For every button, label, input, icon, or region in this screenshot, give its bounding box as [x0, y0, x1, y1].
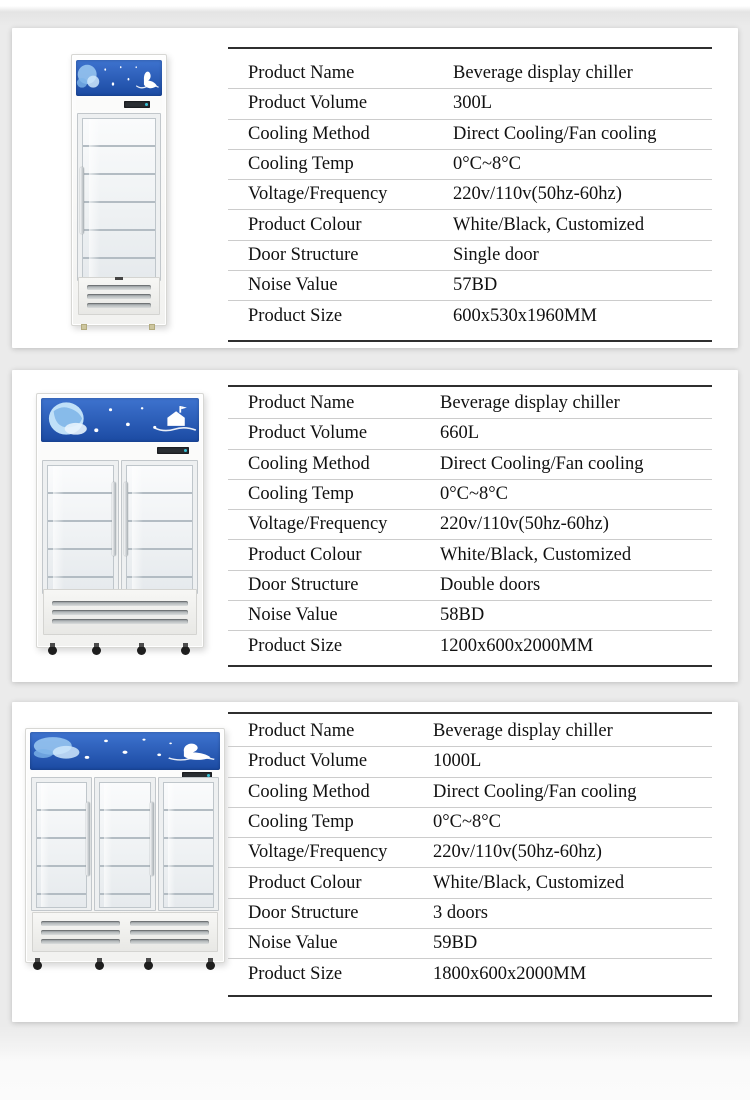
- fridge-banner: [30, 732, 220, 770]
- spec-value: Direct Cooling/Fan cooling: [440, 453, 644, 474]
- snowflake-dots: [94, 407, 156, 432]
- spec-label: Product Name: [248, 721, 355, 742]
- vent-grille: [43, 589, 197, 635]
- spec-value: White/Black, Customized: [453, 214, 645, 235]
- spec-row: [228, 419, 712, 449]
- fridge-foot: [81, 324, 87, 330]
- spec-row: [228, 747, 712, 777]
- spec-row: [228, 120, 712, 150]
- vent-slot: [130, 921, 209, 926]
- caster-wheel: [48, 646, 57, 655]
- door-glass: [47, 465, 114, 591]
- spec-value: 57BD: [453, 275, 498, 296]
- spec-row: [228, 59, 712, 89]
- spec-row: [228, 180, 712, 210]
- spec-label: Product Name: [248, 63, 355, 84]
- spec-row: [228, 571, 712, 601]
- caster-wheel: [33, 961, 42, 970]
- spec-table: [228, 385, 712, 667]
- control-strip: [41, 444, 199, 458]
- spec-label: Cooling Temp: [248, 812, 354, 833]
- spec-row: [228, 899, 712, 929]
- vent-slot: [41, 921, 120, 926]
- fridge-door: [42, 460, 119, 594]
- spec-value: White/Black, Customized: [440, 544, 632, 565]
- door-glass: [36, 782, 87, 908]
- spec-value: Beverage display chiller: [440, 393, 620, 414]
- spec-value: 300L: [453, 93, 493, 114]
- vent-slot-group: [41, 917, 120, 947]
- spec-value: 1200x600x2000MM: [440, 635, 594, 656]
- fridge-door: [158, 777, 219, 911]
- spec-row: [228, 89, 712, 119]
- vent-slot: [41, 930, 120, 935]
- spec-table: [228, 47, 712, 342]
- caster-wheel: [92, 646, 101, 655]
- fridge-banner: [41, 398, 199, 442]
- snowflake-dots: [104, 66, 137, 86]
- spec-label: Product Colour: [248, 872, 362, 893]
- fridge-shadow: [17, 963, 231, 975]
- fridge-cabinet: [71, 54, 167, 326]
- spec-row: [228, 450, 712, 480]
- spec-row: [228, 808, 712, 838]
- spec-row: [228, 778, 712, 808]
- spec-row: [228, 717, 712, 747]
- spec-table: [228, 712, 712, 997]
- spec-row: [228, 838, 712, 868]
- control-strip: [76, 98, 162, 111]
- spec-row: [228, 868, 712, 898]
- spec-label: Noise Value: [248, 275, 338, 296]
- spec-row: [228, 271, 712, 301]
- spec-row: [228, 601, 712, 631]
- spec-row: [228, 389, 712, 419]
- vent-slot: [87, 303, 151, 308]
- vent-slot-group: [130, 917, 209, 947]
- fridge-door: [31, 777, 92, 911]
- banner-graphic: [76, 60, 162, 96]
- fridge-cabinet: [25, 728, 225, 963]
- door-glass: [163, 782, 214, 908]
- spec-value: 220v/110v(50hz-60hz): [433, 842, 602, 863]
- spec-value: 59BD: [433, 933, 478, 954]
- spec-value: 660L: [440, 423, 480, 444]
- door-handle: [86, 802, 90, 876]
- fridge-cabinet: [36, 393, 204, 648]
- spec-label: Voltage/Frequency: [248, 514, 388, 535]
- product-card-1000l: [12, 702, 738, 1022]
- vent-latch: [115, 277, 123, 280]
- spec-value: White/Black, Customized: [433, 872, 625, 893]
- spec-value: 0°C~8°C: [433, 812, 501, 833]
- spec-label: Noise Value: [248, 933, 338, 954]
- spec-value: Double doors: [440, 574, 541, 595]
- door-handle: [80, 167, 84, 233]
- spec-label: Product Size: [248, 305, 343, 326]
- spec-label: Product Size: [248, 963, 343, 984]
- vent-slot: [130, 939, 209, 944]
- ice-icon: [34, 737, 80, 759]
- fridge-foot: [149, 324, 155, 330]
- spec-row: [228, 631, 712, 660]
- spec-label: Cooling Method: [248, 453, 370, 474]
- chiller-photo-double-door: [36, 393, 202, 655]
- spec-value: Beverage display chiller: [453, 63, 633, 84]
- spec-value: 220v/110v(50hz-60hz): [440, 514, 609, 535]
- earth-icon: [49, 402, 87, 434]
- spec-value: Single door: [453, 244, 539, 265]
- spec-value: 1800x600x2000MM: [433, 963, 587, 984]
- banner-graphic: [41, 398, 199, 442]
- spec-value: Direct Cooling/Fan cooling: [433, 781, 637, 802]
- spec-label: Product Volume: [248, 751, 368, 772]
- vent-slot: [52, 619, 188, 624]
- chiller-photo-single-door: [71, 54, 165, 330]
- fridge-door: [94, 777, 155, 911]
- spec-label: Cooling Method: [248, 781, 370, 802]
- control-display: [124, 101, 150, 108]
- caster-wheel: [206, 961, 215, 970]
- door-glass: [82, 118, 156, 278]
- spec-label: Cooling Temp: [248, 154, 354, 175]
- fridge-door: [121, 460, 198, 594]
- product-card-300l: [12, 28, 738, 348]
- spec-label: Door Structure: [248, 902, 359, 923]
- fridge-banner: [76, 60, 162, 96]
- spec-row: [228, 210, 712, 240]
- house-icon: [155, 406, 196, 431]
- banner-graphic: [30, 732, 220, 770]
- caster-wheel: [144, 961, 153, 970]
- spec-label: Product Size: [248, 635, 343, 656]
- caster-wheel: [95, 961, 104, 970]
- spec-value: 58BD: [440, 605, 485, 626]
- swan-icon: [136, 72, 158, 89]
- door-area: [31, 777, 219, 911]
- spec-value: 600x530x1960MM: [453, 305, 597, 326]
- spec-label: Product Volume: [248, 423, 368, 444]
- vent-grille: [32, 912, 218, 952]
- spec-label: Cooling Method: [248, 123, 370, 144]
- spec-label: Door Structure: [248, 574, 359, 595]
- door-glass: [99, 782, 150, 908]
- vent-slot: [41, 939, 120, 944]
- spec-label: Voltage/Frequency: [248, 184, 388, 205]
- spec-row: [228, 480, 712, 510]
- door-glass: [126, 465, 193, 591]
- spec-row: [228, 150, 712, 180]
- control-display: [157, 447, 189, 454]
- door-handle: [124, 482, 128, 556]
- spec-row: [228, 301, 712, 330]
- spec-label: Door Structure: [248, 244, 359, 265]
- spec-value: 3 doors: [433, 902, 488, 923]
- door-area: [77, 113, 161, 281]
- spec-label: Product Colour: [248, 544, 362, 565]
- spec-label: Product Volume: [248, 93, 368, 114]
- spec-value: Beverage display chiller: [433, 721, 613, 742]
- spec-row: [228, 241, 712, 271]
- vent-slot: [130, 930, 209, 935]
- swan-icon: [169, 744, 215, 760]
- door-handle: [150, 802, 154, 876]
- vent-slot: [87, 294, 151, 299]
- spec-row: [228, 929, 712, 959]
- spec-row: [228, 959, 712, 988]
- door-handle: [112, 482, 116, 556]
- spec-label: Voltage/Frequency: [248, 842, 388, 863]
- caster-wheel: [137, 646, 146, 655]
- product-card-660l: [12, 370, 738, 682]
- spec-row: [228, 540, 712, 570]
- snowflake-dots: [85, 739, 172, 759]
- spec-label: Cooling Temp: [248, 484, 354, 505]
- spec-value: Direct Cooling/Fan cooling: [453, 123, 657, 144]
- spec-value: 0°C~8°C: [440, 484, 508, 505]
- spec-value: 1000L: [433, 751, 482, 772]
- chiller-photo-three-door: [25, 728, 223, 970]
- spec-row: [228, 510, 712, 540]
- fridge-door: [77, 113, 161, 281]
- vent-slot: [52, 601, 188, 606]
- ice-icon: [77, 65, 99, 88]
- vent-slot: [87, 285, 151, 290]
- spec-value: 0°C~8°C: [453, 154, 521, 175]
- spec-label: Product Colour: [248, 214, 362, 235]
- vent-slot: [52, 610, 188, 615]
- caster-wheel: [181, 646, 190, 655]
- vent-grille: [78, 277, 160, 315]
- door-area: [42, 460, 198, 594]
- spec-value: 220v/110v(50hz-60hz): [453, 184, 622, 205]
- spec-label: Product Name: [248, 393, 355, 414]
- spec-label: Noise Value: [248, 605, 338, 626]
